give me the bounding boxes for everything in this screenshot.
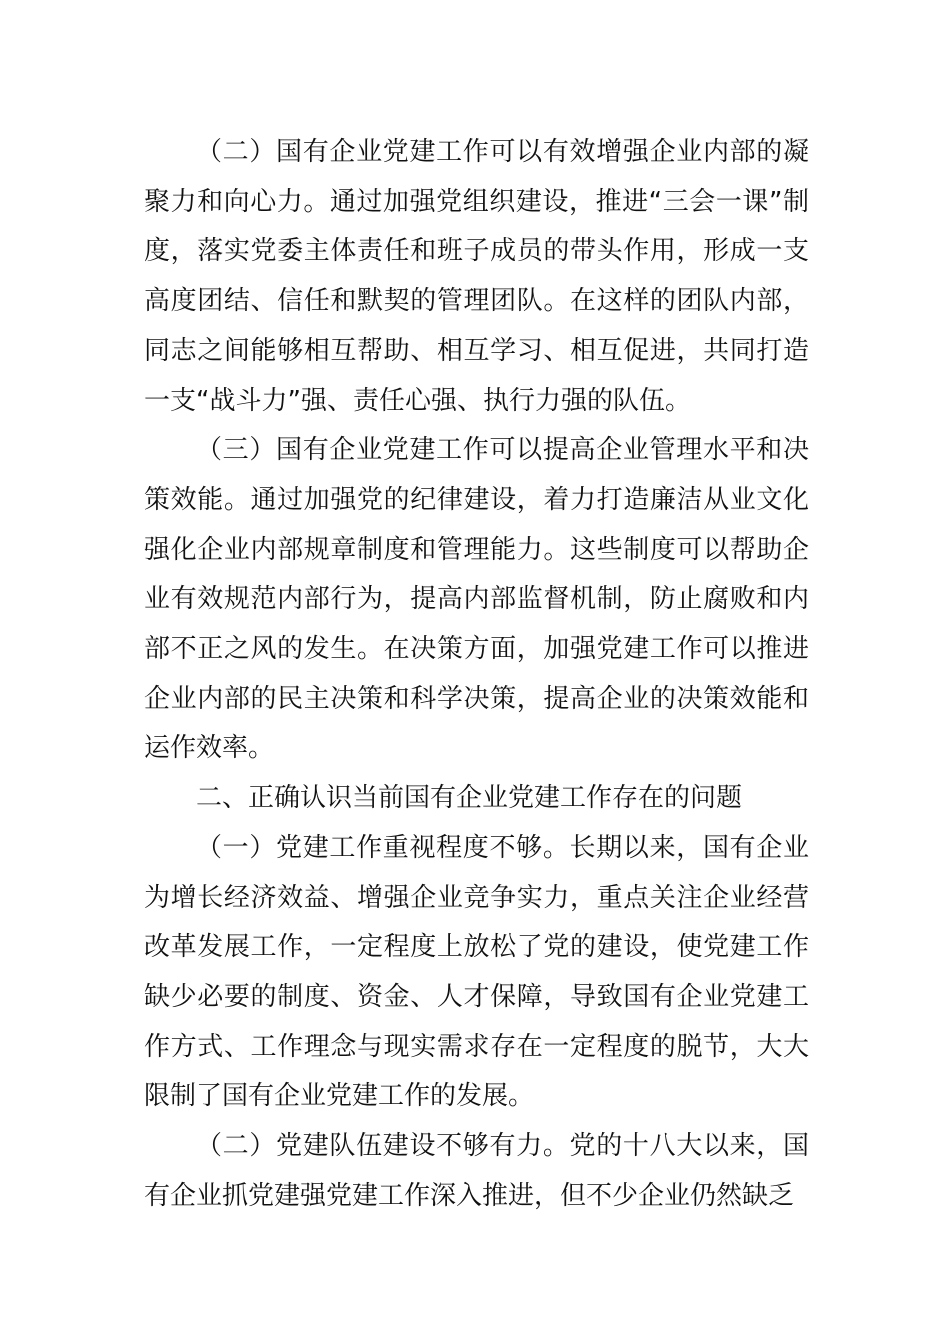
- section-heading-problems: 二、正确认识当前国有企业党建工作存在的问题: [196, 783, 743, 814]
- paragraph-attention: （一）党建工作重视程度不够。长期以来，国有企业为增长经济效益、增强企业竞争实力，重点关注企业经营改革发展工作，一定程度上放松了党的建设，使党建工作缺少必要的制度、资金、人才保障，导致国有企业党建工作方式、工作理念与现实需求存在一定程度的脱节，大大限制了国有企业党建工作的发展。: [144, 832, 809, 1112]
- document-body: [144, 128, 809, 1221]
- paragraph-management: （三）国有企业党建工作可以提高企业管理水平和决策效能。通过加强党的纪律建设，着力打造廉洁从业文化强化企业内部规章制度和管理能力。这些制度可以帮助企业有效规范内部行为，提高内部监督机制，防止腐败和内部不正之风的发生。在决策方面，加强党建工作可以推进企业内部的民主决策和科学决策，提高企业的决策效能和运作效率。: [144, 435, 809, 764]
- paragraph-team-building: （二）党建队伍建设不够有力。党的十八大以来，国有企业抓党建强党建工作深入推进，但不少企业仍然缺乏: [144, 1131, 809, 1211]
- paragraph-cohesion: （二）国有企业党建工作可以有效增强企业内部的凝聚力和向心力。通过加强党组织建设，推进“三会一课”制度，落实党委主体责任和班子成员的带头作用，形成一支高度团结、信任和默契的管理团队。在这样的团队内部，同志之间能够相互帮助、相互学习、相互促进，共同打造一支“战斗力”强、责任心强、执行力强的队伍。: [144, 137, 809, 416]
